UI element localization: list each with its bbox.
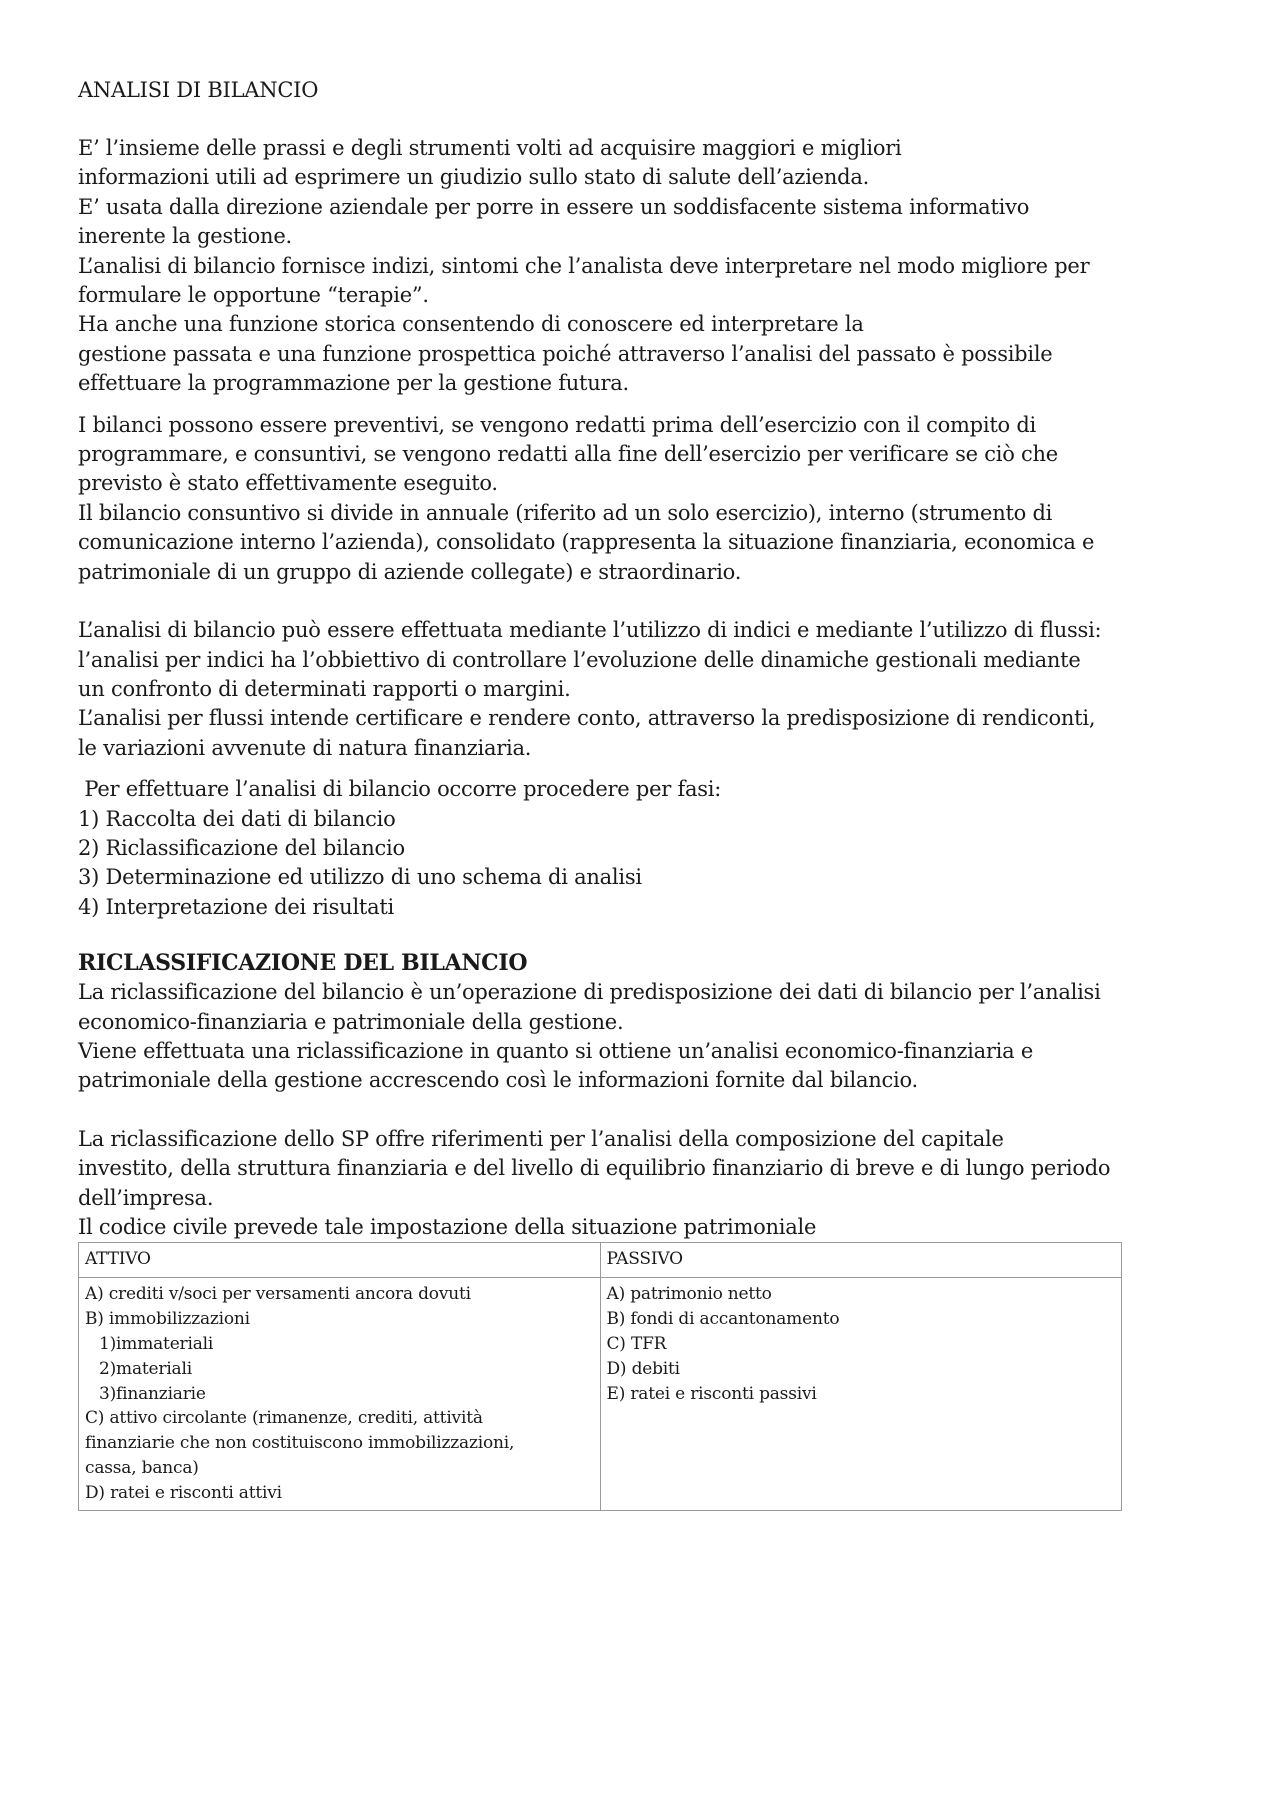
fasi-list — [78, 775, 1208, 922]
document-title: ANALISI DI BILANCIO — [78, 78, 319, 102]
spacer — [78, 399, 1208, 411]
attivo-item: A) crediti v/soci per versamenti ancora dovuti — [85, 1284, 471, 1305]
attivo-item: B) immobilizzazioni — [85, 1309, 250, 1330]
attivo-subitem: 2)materiali — [99, 1358, 192, 1379]
table-header-attivo: ATTIVO — [79, 1243, 601, 1278]
list-item: 3) Determinazione ed utilizzo di uno schema di analisi — [78, 865, 642, 890]
list-item: 4) Interpretazione dei risultati — [78, 894, 395, 919]
text-line: I bilanci possono essere preventivi, se vengono redatti prima dell’esercizio con il compito di — [78, 412, 1036, 437]
text-line: L’analisi di bilancio fornisce indizi, sintomi che l’analista deve interpretare nel modo migliore per — [78, 253, 1090, 278]
attivo-item: D) ratei e risconti attivi — [85, 1482, 282, 1503]
text-line: L’analisi per flussi intende certificare e rendere conto, attraverso la predisposizione di rendiconti, — [78, 706, 1096, 731]
spacer — [78, 1096, 1208, 1125]
spacer — [78, 105, 1208, 134]
text-line: effettuare la programmazione per la gestione futura. — [78, 371, 629, 396]
section-heading: RICLASSIFICAZIONE DEL BILANCIO — [78, 950, 528, 977]
text-line: E’ l’insieme delle prassi e degli strumenti volti ad acquisire maggiori e migliori — [78, 136, 902, 160]
text-line: investito, della struttura finanziaria e del livello di equilibrio finanziario di breve e di lungo periodo — [78, 1156, 1111, 1181]
table-header-row — [79, 1243, 1122, 1278]
text-line: formulare le opportune “terapie”. — [78, 283, 429, 308]
attivo-cell — [79, 1278, 601, 1510]
text-line: Il codice civile prevede tale impostazione della situazione patrimoniale — [78, 1215, 817, 1239]
text-line: programmare, e consuntivi, se vengono redatti alla fine dell’esercizio per verificare se ciò che — [78, 442, 1058, 467]
text-line: informazioni utili ad esprimere un giudizio sullo stato di salute dell’azienda. — [78, 165, 870, 190]
text-line: comunicazione interno l’azienda), consolidato (rappresenta la situazione finanziaria, economica e — [78, 530, 1095, 555]
passivo-item: B) fondi di accantonamento — [606, 1309, 840, 1330]
list-intro: Per effettuare l’analisi di bilancio occorre procedere per fasi: — [78, 777, 722, 802]
text-line: inerente la gestione. — [78, 224, 292, 249]
spacer — [78, 587, 1208, 616]
text-line: patrimoniale della gestione accrescendo così le informazioni fornite dal bilancio. — [78, 1068, 918, 1093]
spacer — [78, 763, 1208, 775]
analisi-paragraph — [78, 616, 1208, 763]
passivo-item: A) patrimonio netto — [606, 1284, 772, 1305]
text-line: Viene effettuata una riclassificazione in quanto si ottiene un’analisi economico-finanziaria e — [78, 1038, 1034, 1063]
passivo-cell — [600, 1278, 1122, 1510]
sp-paragraph — [78, 1125, 1208, 1243]
text-line: le variazioni avvenute di natura finanziaria. — [78, 735, 532, 760]
text-line: patrimoniale di un gruppo di aziende collegate) e straordinario. — [78, 559, 742, 584]
text-line: Ha anche una funzione storica consentendo di conoscere ed interpretare la — [78, 312, 864, 337]
text-line: La riclassificazione dello SP offre riferimenti per l’analisi della composizione del capitale — [78, 1126, 1004, 1151]
stato-patrimoniale-table — [78, 1242, 1122, 1510]
attivo-subitem: 3)finanziarie — [99, 1383, 206, 1404]
passivo-item: E) ratei e risconti passivi — [606, 1383, 817, 1404]
text-line: previsto è stato effettivamente eseguito. — [78, 471, 498, 496]
list-item: 1) Raccolta dei dati di bilancio — [78, 806, 396, 831]
text-line: un confronto di determinati rapporti o margini. — [78, 676, 571, 701]
text-line: L’analisi di bilancio può essere effettuata mediante l’utilizzo di indici e mediante l’utilizzo di flussi: — [78, 618, 1102, 643]
attivo-item: cassa, banca) — [85, 1457, 199, 1478]
attivo-item: finanziarie che non costituiscono immobilizzazioni, — [85, 1433, 515, 1454]
text-line: economico-finanziaria e patrimoniale della gestione. — [78, 1009, 624, 1034]
table-header-passivo: PASSIVO — [600, 1243, 1122, 1278]
attivo-subitem: 1)immateriali — [99, 1334, 214, 1354]
attivo-item: C) attivo circolante (rimanenze, crediti, attività — [85, 1408, 483, 1429]
text-line: Il bilancio consuntivo si divide in annuale (riferito ad un solo esercizio), interno (strumento di — [78, 500, 1053, 525]
passivo-item: D) debiti — [606, 1358, 680, 1379]
table-row — [79, 1278, 1122, 1510]
text-line: gestione passata e una funzione prospettica poiché attraverso l’analisi del passato è possibile — [78, 341, 1053, 366]
document-page — [78, 76, 1208, 1511]
text-line: E’ usata dalla direzione aziendale per porre in essere un soddisfacente sistema informativo — [78, 194, 1030, 219]
text-line: dell’impresa. — [78, 1185, 214, 1210]
passivo-item: C) TFR — [606, 1334, 667, 1354]
riclassificazione-paragraph — [78, 978, 1208, 1096]
text-line: La riclassificazione del bilancio è un’operazione di predisposizione dei dati di bilancio per l’analisi — [78, 980, 1101, 1005]
intro-paragraph — [78, 134, 1208, 399]
list-item: 2) Riclassificazione del bilancio — [78, 835, 405, 860]
text-line: l’analisi per indici ha l’obbiettivo di controllare l’evoluzione delle dinamiche gestionali mediante — [78, 647, 1081, 672]
bilanci-paragraph — [78, 411, 1208, 587]
spacer — [78, 922, 1208, 949]
